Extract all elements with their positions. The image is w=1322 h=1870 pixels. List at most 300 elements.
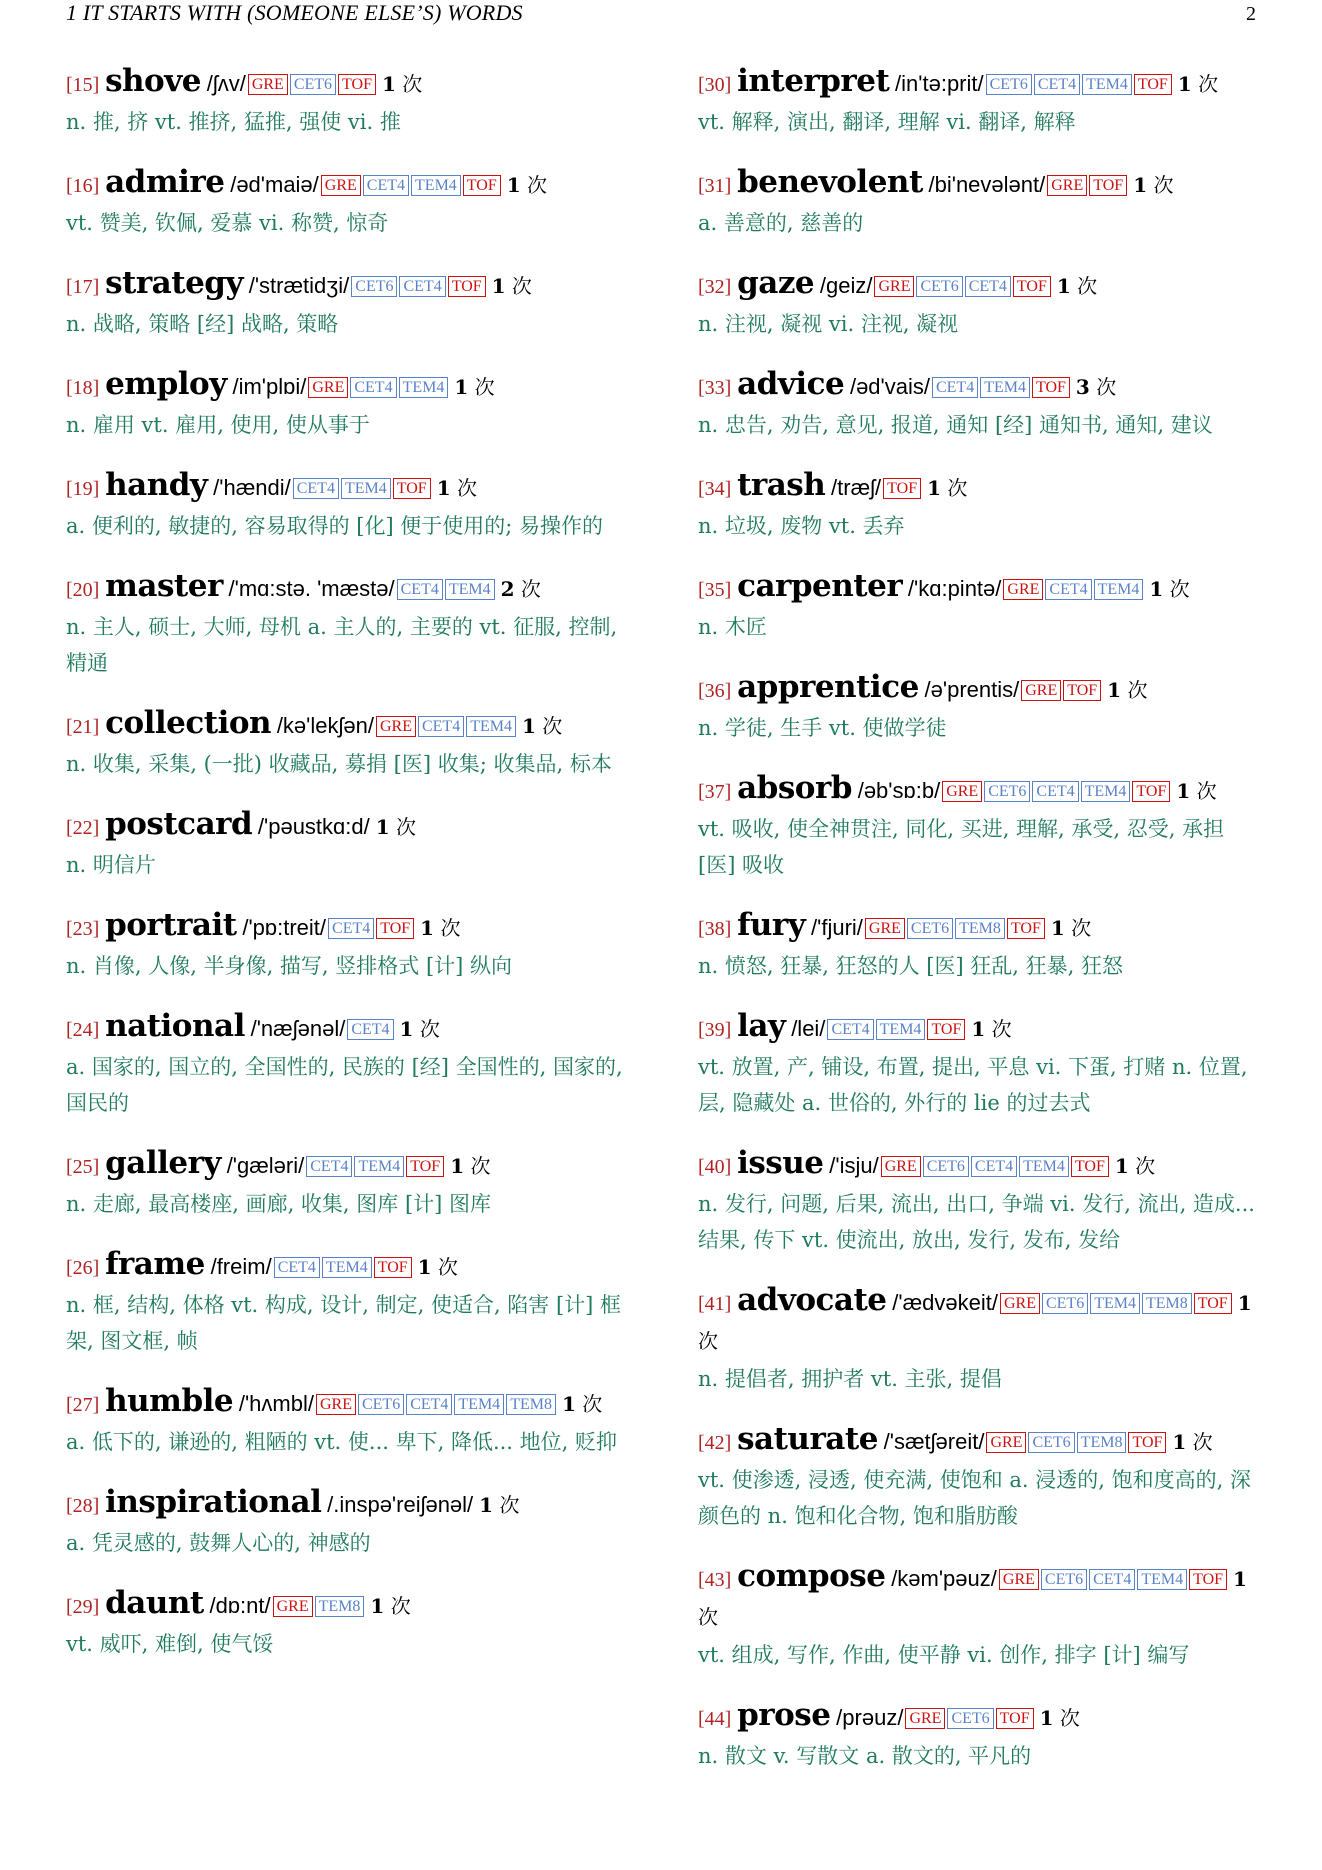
entry-head xyxy=(698,467,1268,508)
count-number: 1 xyxy=(381,72,396,96)
count-suffix: 次 xyxy=(437,1255,458,1279)
count-number: 1 xyxy=(1233,1567,1247,1591)
exam-tag: GRE xyxy=(905,1708,945,1729)
exam-tag: CET4 xyxy=(406,1394,452,1415)
exam-tag: GRE xyxy=(376,716,416,737)
vocab-entry xyxy=(66,467,636,544)
entry-head xyxy=(698,907,1268,948)
entry-head xyxy=(698,1008,1268,1049)
entry-index: [26] xyxy=(66,1257,100,1279)
entry-index: [40] xyxy=(698,1156,732,1178)
exam-tag: CET6 xyxy=(1041,1569,1087,1590)
entry-head xyxy=(698,770,1268,811)
entry-index: [31] xyxy=(698,175,732,197)
entry-head xyxy=(698,366,1268,407)
headword: apprentice xyxy=(737,669,919,705)
vocab-entry xyxy=(698,265,1268,342)
headword: compose xyxy=(737,1558,886,1594)
phonetic: /əb'sɒ:b/ xyxy=(857,778,941,803)
entry-head xyxy=(66,1246,636,1287)
phonetic: /lei/ xyxy=(791,1016,826,1041)
exam-tag: TEM8 xyxy=(955,918,1005,939)
exam-tag: TOF xyxy=(376,918,414,939)
phonetic: /'gæləri/ xyxy=(226,1153,305,1178)
definition: n. 忠告, 劝告, 意见, 报道, 通知 [经] 通知书, 通知, 建议 xyxy=(698,413,1213,437)
exam-tag: TOF xyxy=(883,478,921,499)
occurrence-count xyxy=(479,1493,519,1517)
exam-tag: TOF xyxy=(1194,1293,1232,1314)
count-number: 2 xyxy=(500,577,515,601)
occurrence-count xyxy=(562,1392,602,1416)
exam-tag: TEM4 xyxy=(1081,781,1131,802)
count-number: 1 xyxy=(1039,1706,1054,1730)
definition: n. 散文 v. 写散文 a. 散文的, 平凡的 xyxy=(698,1744,1032,1768)
count-suffix: 次 xyxy=(402,72,423,96)
count-suffix: 次 xyxy=(1153,173,1174,197)
exam-tag: GRE xyxy=(1003,579,1043,600)
exam-tag: TOF xyxy=(406,1156,444,1177)
entry-head xyxy=(66,568,636,609)
exam-tag: GRE xyxy=(308,377,348,398)
exam-tag: CET4 xyxy=(418,716,464,737)
vocab-entry xyxy=(698,1421,1268,1534)
exam-tag: TOF xyxy=(1071,1156,1109,1177)
occurrence-count xyxy=(971,1017,1011,1041)
entry-head xyxy=(66,806,636,847)
count-suffix: 次 xyxy=(1192,1430,1213,1454)
vocab-entry xyxy=(698,770,1268,883)
definition: n. 战略, 策略 [经] 战略, 策略 xyxy=(66,312,339,336)
headword: handy xyxy=(105,467,208,503)
phonetic: /'mɑ:stə. 'mæstə/ xyxy=(228,576,395,601)
definition: n. 明信片 xyxy=(66,853,156,877)
vocab-entry xyxy=(698,63,1268,140)
phonetic: /'strætidʒi/ xyxy=(248,273,350,298)
vocab-entry xyxy=(698,164,1268,241)
chapter-title: 1 IT STARTS WITH (SOMEONE ELSE’S) WORDS xyxy=(66,0,523,25)
exam-tag: GRE xyxy=(999,1569,1039,1590)
vocab-entry xyxy=(66,164,636,241)
count-suffix: 次 xyxy=(527,173,548,197)
occurrence-count xyxy=(370,1594,410,1618)
headword: carpenter xyxy=(737,568,903,604)
right-column xyxy=(698,63,1268,1798)
exam-tag: TOF xyxy=(996,1708,1034,1729)
count-suffix: 次 xyxy=(542,714,563,738)
count-number: 1 xyxy=(399,1017,414,1041)
occurrence-count xyxy=(418,1255,458,1279)
vocab-entry xyxy=(66,907,636,984)
definition: n. 注视, 凝视 vi. 注视, 凝视 xyxy=(698,312,959,336)
headword: postcard xyxy=(105,806,253,842)
occurrence-count xyxy=(1178,72,1218,96)
exam-tag: TOF xyxy=(338,74,376,95)
phonetic: /kə'lekʃən/ xyxy=(276,713,374,738)
occurrence-count xyxy=(1172,1430,1212,1454)
vocab-entry xyxy=(66,1484,636,1561)
count-number: 1 xyxy=(1177,72,1192,96)
count-number: 1 xyxy=(454,375,469,399)
vocab-entry xyxy=(66,1145,636,1222)
phonetic: /'pəustkɑ:d/ xyxy=(257,814,370,839)
exam-tag: TOF xyxy=(927,1019,965,1040)
exam-tag: CET6 xyxy=(923,1156,969,1177)
vocab-entry xyxy=(698,1008,1268,1121)
exam-tag: CET4 xyxy=(328,918,374,939)
count-suffix: 次 xyxy=(1127,678,1148,702)
headword: lay xyxy=(737,1008,786,1044)
count-number: 1 xyxy=(1237,1291,1252,1315)
count-number: 1 xyxy=(1172,1430,1187,1454)
entry-index: [17] xyxy=(66,276,100,298)
phonetic: /'sætʃəreit/ xyxy=(883,1429,985,1454)
vocab-entry xyxy=(698,366,1268,443)
count-number: 1 xyxy=(1149,577,1164,601)
entry-index: [27] xyxy=(66,1394,100,1416)
count-suffix: 次 xyxy=(1077,274,1098,298)
count-number: 1 xyxy=(1176,779,1191,803)
exam-tag: TEM4 xyxy=(411,175,461,196)
entry-index: [34] xyxy=(698,478,732,500)
definition: a. 善意的, 慈善的 xyxy=(698,211,864,235)
entry-index: [18] xyxy=(66,377,100,399)
occurrence-count xyxy=(1051,916,1091,940)
exam-tag: TOF xyxy=(1132,781,1170,802)
exam-tag: CET6 xyxy=(986,74,1032,95)
exam-tag: GRE xyxy=(874,276,914,297)
entry-index: [25] xyxy=(66,1156,100,1178)
exam-tag: CET4 xyxy=(971,1156,1017,1177)
count-suffix: 次 xyxy=(1198,72,1219,96)
occurrence-count xyxy=(492,274,532,298)
entry-index: [23] xyxy=(66,918,100,940)
definition: a. 低下的, 谦逊的, 粗陋的 vt. 使... 卑下, 降低... 地位, 贬抑 xyxy=(66,1430,618,1454)
entry-head xyxy=(698,1421,1268,1462)
occurrence-count xyxy=(501,577,541,601)
entry-head xyxy=(66,1145,636,1186)
exam-tag: TEM4 xyxy=(1094,579,1144,600)
exam-tag: CET4 xyxy=(350,377,396,398)
definition: n. 学徒, 生手 vt. 使做学徒 xyxy=(698,716,947,740)
entry-index: [30] xyxy=(698,74,732,96)
vocab-entry xyxy=(66,1246,636,1359)
entry-index: [43] xyxy=(698,1569,732,1591)
entry-head xyxy=(66,265,636,306)
vocab-entry xyxy=(698,1282,1268,1397)
exam-tag: TOF xyxy=(1007,918,1045,939)
entry-index: [15] xyxy=(66,74,100,96)
exam-tag: CET4 xyxy=(1032,781,1078,802)
vocab-entry xyxy=(66,1585,636,1662)
entry-head xyxy=(66,1008,636,1049)
exam-tag: CET4 xyxy=(293,478,339,499)
count-suffix: 次 xyxy=(991,1017,1012,1041)
exam-tag: CET4 xyxy=(363,175,409,196)
exam-tag: TOF xyxy=(1128,1432,1166,1453)
entry-index: [24] xyxy=(66,1019,100,1041)
entry-head xyxy=(66,467,636,508)
headword: advice xyxy=(737,366,845,402)
phonetic: /'pɒ:treit/ xyxy=(242,915,327,940)
definition: n. 推, 挤 vt. 推挤, 猛推, 强使 vi. 推 xyxy=(66,110,401,134)
exam-tag: TEM4 xyxy=(466,716,516,737)
count-number: 1 xyxy=(417,1255,432,1279)
exam-tag: CET6 xyxy=(947,1708,993,1729)
phonetic: /ʃʌv/ xyxy=(206,71,246,96)
headword: daunt xyxy=(105,1585,204,1621)
entry-index: [22] xyxy=(66,817,100,839)
exam-tag: TOF xyxy=(1134,74,1172,95)
entry-head xyxy=(66,1484,636,1525)
definition: vt. 吸收, 使全神贯注, 同化, 买进, 理解, 承受, 忍受, 承担 [医] 吸收 xyxy=(698,817,1225,877)
exam-tag: TEM4 xyxy=(876,1019,926,1040)
entry-head xyxy=(698,1697,1268,1738)
count-suffix: 次 xyxy=(419,1017,440,1041)
left-column xyxy=(66,63,636,1686)
exam-tag: TEM4 xyxy=(454,1394,504,1415)
phonetic: /'kɑ:pintə/ xyxy=(907,576,1002,601)
definition: n. 收集, 采集, (一批) 收藏品, 募捐 [医] 收集; 收集品, 标本 xyxy=(66,752,612,776)
occurrence-count xyxy=(450,1154,490,1178)
headword: master xyxy=(105,568,223,604)
headword: gaze xyxy=(737,265,815,301)
headword: prose xyxy=(737,1697,831,1733)
exam-tag: TOF xyxy=(1089,175,1127,196)
phonetic: /prəuz/ xyxy=(836,1705,904,1730)
headword: trash xyxy=(737,467,826,503)
occurrence-count xyxy=(400,1017,440,1041)
count-number: 3 xyxy=(1075,375,1090,399)
phonetic: /'hʌmbl/ xyxy=(238,1391,314,1416)
exam-tag: TEM8 xyxy=(1077,1432,1127,1453)
vocab-entry xyxy=(698,907,1268,984)
entry-index: [37] xyxy=(698,781,732,803)
exam-tag: TOF xyxy=(463,175,501,196)
entry-head xyxy=(66,1585,636,1626)
entry-index: [39] xyxy=(698,1019,732,1041)
definition: n. 走廊, 最高楼座, 画廊, 收集, 图库 [计] 图库 xyxy=(66,1192,492,1216)
headword: humble xyxy=(105,1383,234,1419)
count-number: 1 xyxy=(479,1493,494,1517)
headword: gallery xyxy=(105,1145,221,1181)
exam-tag: GRE xyxy=(1047,175,1087,196)
count-number: 1 xyxy=(1133,173,1148,197)
entry-index: [33] xyxy=(698,377,732,399)
exam-tag: GRE xyxy=(1021,680,1061,701)
exam-tag: TEM4 xyxy=(1019,1156,1069,1177)
count-number: 1 xyxy=(1114,1154,1129,1178)
count-number: 1 xyxy=(375,815,390,839)
occurrence-count xyxy=(1040,1706,1080,1730)
count-suffix: 次 xyxy=(470,1154,491,1178)
count-number: 1 xyxy=(1107,678,1122,702)
occurrence-count xyxy=(1115,1154,1155,1178)
count-suffix: 次 xyxy=(520,577,541,601)
definition: vt. 组成, 写作, 作曲, 使平静 vi. 创作, 排字 [计] 编写 xyxy=(698,1643,1190,1667)
definition: n. 主人, 硕士, 大师, 母机 a. 主人的, 主要的 vt. 征服, 控制, 精通 xyxy=(66,615,618,675)
page-header xyxy=(66,0,1256,28)
definition: n. 垃圾, 废物 vt. 丢弃 xyxy=(698,514,905,538)
exam-tag: TOF xyxy=(374,1257,412,1278)
entry-index: [42] xyxy=(698,1432,732,1454)
phonetic: /træʃ/ xyxy=(831,475,882,500)
headword: issue xyxy=(737,1145,824,1181)
exam-tag: CET6 xyxy=(290,74,336,95)
exam-tag: TOF xyxy=(448,276,486,297)
exam-tag: CET6 xyxy=(351,276,397,297)
phonetic: /bi'nevələnt/ xyxy=(928,172,1046,197)
entry-head xyxy=(66,1383,636,1424)
count-suffix: 次 xyxy=(698,1605,718,1629)
exam-tag: CET4 xyxy=(827,1019,873,1040)
exam-tag: TEM8 xyxy=(506,1394,556,1415)
exam-tag: CET4 xyxy=(347,1019,393,1040)
exam-tag: CET4 xyxy=(1034,74,1080,95)
occurrence-count xyxy=(437,476,477,500)
entry-head xyxy=(66,164,636,205)
headword: frame xyxy=(105,1246,205,1282)
phonetic: /'ædvəkeit/ xyxy=(892,1290,998,1315)
exam-tag: TOF xyxy=(1032,377,1070,398)
occurrence-count xyxy=(927,476,967,500)
vocab-entry xyxy=(66,1008,636,1121)
count-suffix: 次 xyxy=(698,1329,718,1353)
phonetic: /im'plɒi/ xyxy=(232,374,307,399)
exam-tag: GRE xyxy=(865,918,905,939)
count-number: 1 xyxy=(1050,916,1065,940)
vocab-entry xyxy=(698,1558,1268,1673)
count-suffix: 次 xyxy=(1169,577,1190,601)
vocab-entry xyxy=(66,265,636,342)
exam-tag: TOF xyxy=(1013,276,1051,297)
phonetic: /ə'prentis/ xyxy=(924,677,1020,702)
definition: vt. 赞美, 钦佩, 爱慕 vi. 称赞, 惊奇 xyxy=(66,211,389,235)
entry-head xyxy=(698,568,1268,609)
phonetic: /in'tə:prit/ xyxy=(895,71,984,96)
occurrence-count xyxy=(1057,274,1097,298)
phonetic: /freim/ xyxy=(210,1254,272,1279)
entry-head xyxy=(66,63,636,104)
count-suffix: 次 xyxy=(1196,779,1217,803)
entry-head xyxy=(698,1282,1268,1361)
exam-tag: CET6 xyxy=(984,781,1030,802)
definition: vt. 解释, 演出, 翻译, 理解 vi. 翻译, 解释 xyxy=(698,110,1076,134)
headword: advocate xyxy=(737,1282,887,1318)
headword: strategy xyxy=(105,265,243,301)
vocab-entry xyxy=(66,806,636,883)
occurrence-count xyxy=(507,173,547,197)
entry-index: [19] xyxy=(66,478,100,500)
entry-head xyxy=(698,164,1268,205)
exam-tag: CET6 xyxy=(916,276,962,297)
exam-tag: GRE xyxy=(942,781,982,802)
exam-tag: CET6 xyxy=(358,1394,404,1415)
exam-tag: TOF xyxy=(1189,1569,1227,1590)
exam-tag: GRE xyxy=(248,74,288,95)
entry-index: [20] xyxy=(66,579,100,601)
count-number: 1 xyxy=(506,173,521,197)
entry-index: [36] xyxy=(698,680,732,702)
headword: absorb xyxy=(737,770,852,806)
count-number: 1 xyxy=(561,1392,576,1416)
occurrence-count xyxy=(1107,678,1147,702)
phonetic: /'næʃənəl/ xyxy=(250,1016,346,1041)
entry-index: [41] xyxy=(698,1293,732,1315)
entry-index: [38] xyxy=(698,918,732,940)
exam-tag: TEM4 xyxy=(1082,74,1132,95)
entry-index: [16] xyxy=(66,175,100,197)
occurrence-count xyxy=(1176,779,1216,803)
definition: a. 便利的, 敏捷的, 容易取得的 [化] 便于使用的; 易操作的 xyxy=(66,514,604,538)
exam-tag: CET4 xyxy=(1089,1569,1135,1590)
count-number: 1 xyxy=(521,714,536,738)
definition: vt. 威吓, 难倒, 使气馁 xyxy=(66,1632,274,1656)
definition: vt. 使渗透, 浸透, 使充满, 使饱和 a. 浸透的, 饱和度高的, 深颜色的 n. 饱和化合物, 饱和脂肪酸 xyxy=(698,1468,1251,1528)
count-suffix: 次 xyxy=(396,815,417,839)
vocab-entry xyxy=(66,366,636,443)
exam-tag: TEM4 xyxy=(322,1257,372,1278)
phonetic: /əd'maiə/ xyxy=(230,172,319,197)
exam-tag: TEM4 xyxy=(980,377,1030,398)
exam-tag: TEM8 xyxy=(315,1596,365,1617)
vocab-entry xyxy=(698,568,1268,645)
vocab-entry xyxy=(66,63,636,140)
occurrence-count xyxy=(1149,577,1189,601)
exam-tag: CET4 xyxy=(399,276,445,297)
count-number: 1 xyxy=(971,1017,986,1041)
exam-tag: CET6 xyxy=(1028,1432,1074,1453)
count-number: 1 xyxy=(491,274,506,298)
vocab-entry xyxy=(66,705,636,782)
count-number: 1 xyxy=(927,476,942,500)
entry-index: [32] xyxy=(698,276,732,298)
phonetic: /'fjuri/ xyxy=(811,915,863,940)
occurrence-count xyxy=(454,375,494,399)
headword: national xyxy=(105,1008,245,1044)
exam-tag: GRE xyxy=(321,175,361,196)
count-suffix: 次 xyxy=(1059,1706,1080,1730)
definition: n. 木匠 xyxy=(698,615,767,639)
definition: n. 雇用 vt. 雇用, 使用, 使从事于 xyxy=(66,413,370,437)
exam-tag: GRE xyxy=(986,1432,1026,1453)
phonetic: /geiz/ xyxy=(819,273,873,298)
exam-tag: CET4 xyxy=(306,1156,352,1177)
definition: n. 发行, 问题, 后果, 流出, 出口, 争端 vi. 发行, 流出, 造成... 结果, 传下 vt. 使流出, 放出, 发行, 发布, 发给 xyxy=(698,1192,1255,1252)
exam-tag: TEM4 xyxy=(1090,1293,1140,1314)
entry-head xyxy=(66,366,636,407)
definition: n. 框, 结构, 体格 vt. 构成, 设计, 制定, 使适合, 陷害 [计] 框架, 图文框, 帧 xyxy=(66,1293,622,1353)
entry-head xyxy=(698,669,1268,710)
occurrence-count xyxy=(522,714,562,738)
definition: vt. 放置, 产, 铺设, 布置, 提出, 平息 vi. 下蛋, 打赌 n. 位置, 层, 隐藏处 a. 世俗的, 外行的 lie 的过去式 xyxy=(698,1055,1248,1115)
headword: shove xyxy=(105,63,201,99)
count-number: 1 xyxy=(420,916,435,940)
count-suffix: 次 xyxy=(1071,916,1092,940)
entry-head xyxy=(66,705,636,746)
definition: a. 凭灵感的, 鼓舞人心的, 神感的 xyxy=(66,1531,371,1555)
count-number: 1 xyxy=(1056,274,1071,298)
headword: benevolent xyxy=(737,164,923,200)
count-suffix: 次 xyxy=(456,476,477,500)
entry-index: [35] xyxy=(698,579,732,601)
exam-tag: CET4 xyxy=(932,377,978,398)
occurrence-count xyxy=(376,815,416,839)
entry-head xyxy=(698,1145,1268,1186)
occurrence-count xyxy=(1076,375,1116,399)
exam-tag: TEM4 xyxy=(399,377,449,398)
occurrence-count xyxy=(1133,173,1173,197)
count-number: 1 xyxy=(370,1594,385,1618)
